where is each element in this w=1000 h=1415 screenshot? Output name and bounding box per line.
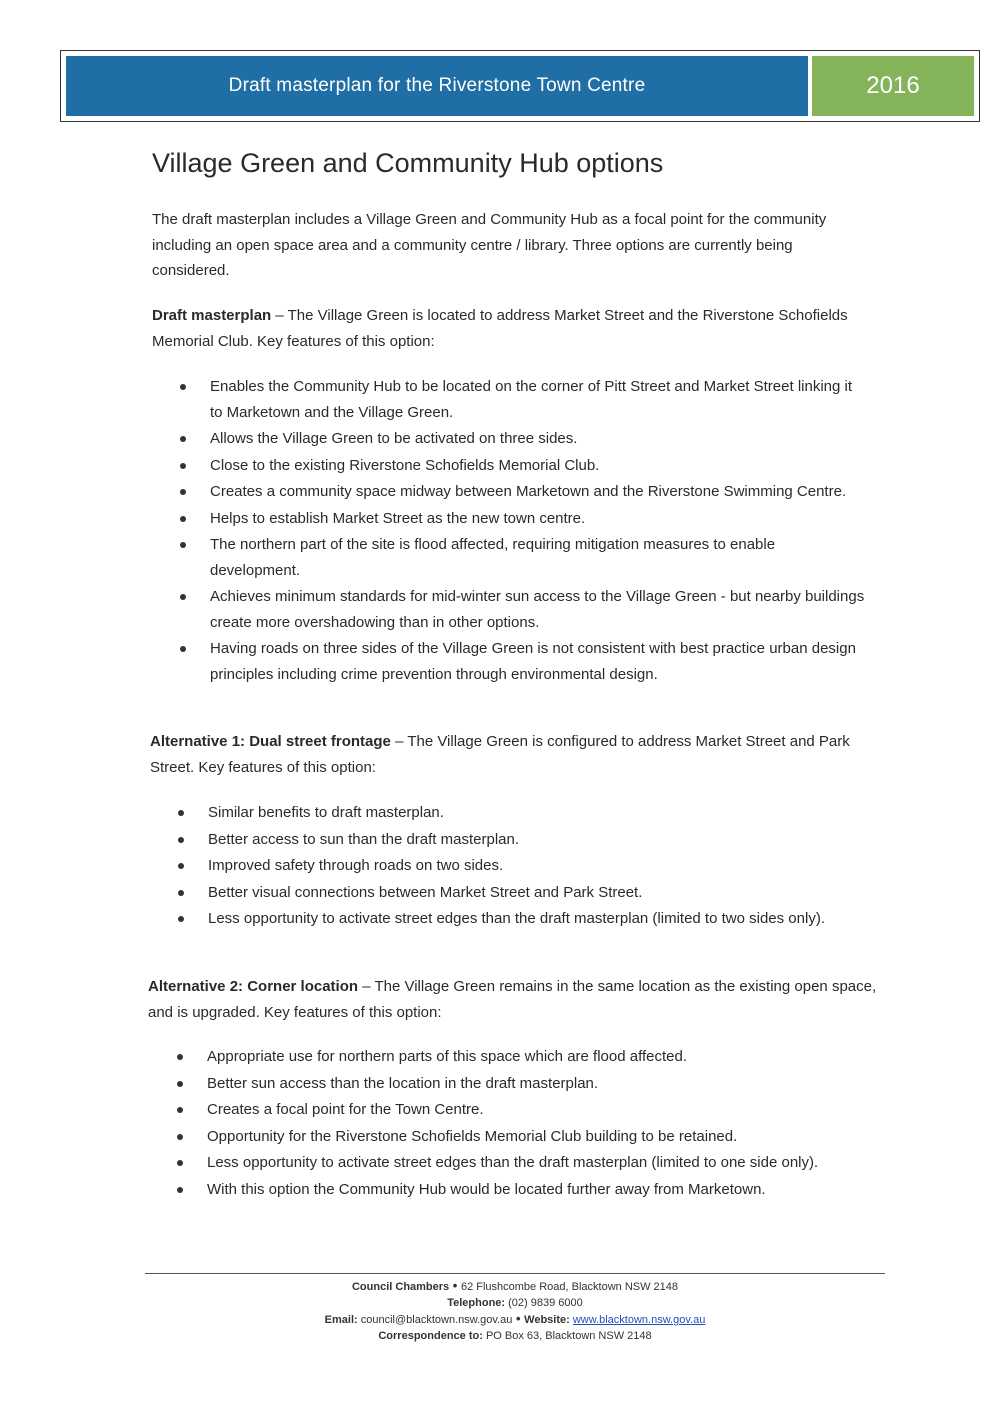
section-lead: Alternative 1: Dual street frontage xyxy=(150,733,391,750)
section-lead: Alternative 2: Corner location xyxy=(148,978,359,995)
bullet-icon xyxy=(177,1187,183,1193)
intro-paragraph: The draft masterplan includes a Village Green and Community Hub as a focal point for the community including an open space area and a community centre / library. Three options are currently being considered. xyxy=(152,211,827,279)
bullet-icon xyxy=(177,1160,183,1166)
list-item: The northern part of the site is flood affected, requiring mitigation measures to enable development. xyxy=(178,532,868,583)
bullet-icon xyxy=(180,594,186,600)
list-item: Allows the Village Green to be activated on three sides. xyxy=(178,426,868,452)
section-alternative-1-intro xyxy=(150,729,870,780)
section-text: – The Village Green is located to address Market Street and the Riverstone Schofields Memorial Club. Key features of this option: xyxy=(152,307,848,350)
section-alternative-2-list xyxy=(175,1044,875,1203)
footer-correspondence: Correspondence to: PO Box 63, Blacktown NSW 2148 xyxy=(378,1329,652,1342)
bullet-icon xyxy=(177,1081,183,1087)
bullet-icon xyxy=(180,646,186,652)
footer-email: council@blacktown.nsw.gov.au xyxy=(360,1314,513,1326)
bullet-icon xyxy=(178,916,184,922)
list-item: Better access to sun than the draft masterplan. xyxy=(176,827,870,853)
footer xyxy=(145,1278,885,1344)
section-draft-masterplan-list xyxy=(178,374,868,688)
section-draft-masterplan-intro xyxy=(152,303,852,354)
bullet-icon xyxy=(180,384,186,390)
banner-title: Draft masterplan for the Riverstone Town Centre xyxy=(66,56,808,116)
section-alternative-2-intro xyxy=(148,974,883,1025)
list-item: Achieves minimum standards for mid-winter sun access to the Village Green - but nearby buildings create more overshadowing than in other options. xyxy=(178,584,868,635)
section-alternative-1-list xyxy=(176,800,870,933)
list-item: With this option the Community Hub would be located further away from Marketown. xyxy=(175,1177,875,1203)
list-item: Helps to establish Market Street as the new town centre. xyxy=(178,506,868,532)
list-item: Similar benefits to draft masterplan. xyxy=(176,800,870,826)
page-heading: Village Green and Community Hub options xyxy=(152,148,664,178)
list-item: Creates a focal point for the Town Centre. xyxy=(175,1097,875,1123)
bullet-icon xyxy=(180,436,186,442)
section-text: – The Village Green remains in the same location as the existing open space, and is upgraded. Key features of this option: xyxy=(148,978,877,1021)
bullet-icon xyxy=(177,1054,183,1060)
footer-website-link[interactable]: www.blacktown.nsw.gov.au xyxy=(572,1314,706,1326)
section-lead: Draft masterplan xyxy=(152,307,272,324)
footer-divider xyxy=(145,1273,885,1274)
bullet-icon xyxy=(178,837,184,843)
list-item: Opportunity for the Riverstone Schofields Memorial Club building to be retained. xyxy=(175,1124,875,1150)
bullet-icon xyxy=(180,489,186,495)
list-item: Less opportunity to activate street edges than the draft masterplan (limited to one side only). xyxy=(175,1150,875,1176)
header-banner xyxy=(60,50,980,122)
banner-year: 2016 xyxy=(812,56,974,116)
list-item: Less opportunity to activate street edges than the draft masterplan (limited to two sides only). xyxy=(176,906,870,932)
list-item: Creates a community space midway between Marketown and the Riverstone Swimming Centre. xyxy=(178,479,868,505)
bullet-icon xyxy=(180,463,186,469)
footer-address: Council Chambers • 62 Flushcombe Road, Blacktown NSW 2148 xyxy=(351,1278,679,1293)
list-item: Better visual connections between Market Street and Park Street. xyxy=(176,880,870,906)
bullet-icon xyxy=(178,863,184,869)
bullet-icon xyxy=(178,810,184,816)
bullet-icon xyxy=(177,1134,183,1140)
footer-email-website: Email: council@blacktown.nsw.gov.au • Website: www.blacktown.nsw.gov.au xyxy=(324,1311,706,1326)
bullet-icon xyxy=(180,516,186,522)
list-item: Improved safety through roads on two sides. xyxy=(176,853,870,879)
list-item: Better sun access than the location in the draft masterplan. xyxy=(175,1071,875,1097)
section-text: – The Village Green is configured to address Market Street and Park Street. Key features of this option: xyxy=(150,733,850,776)
footer-telephone: Telephone: (02) 9839 6000 xyxy=(447,1296,583,1309)
list-item: Enables the Community Hub to be located on the corner of Pitt Street and Market Street linking it to Marketown and the Village Green. xyxy=(178,374,868,425)
list-item: Close to the existing Riverstone Schofields Memorial Club. xyxy=(178,453,868,479)
list-item: Having roads on three sides of the Village Green is not consistent with best practice urban design principles including crime prevention through environmental design. xyxy=(178,636,868,687)
bullet-icon xyxy=(180,542,186,548)
list-item: Appropriate use for northern parts of this space which are flood affected. xyxy=(175,1044,875,1070)
bullet-icon xyxy=(178,890,184,896)
bullet-icon xyxy=(177,1107,183,1113)
